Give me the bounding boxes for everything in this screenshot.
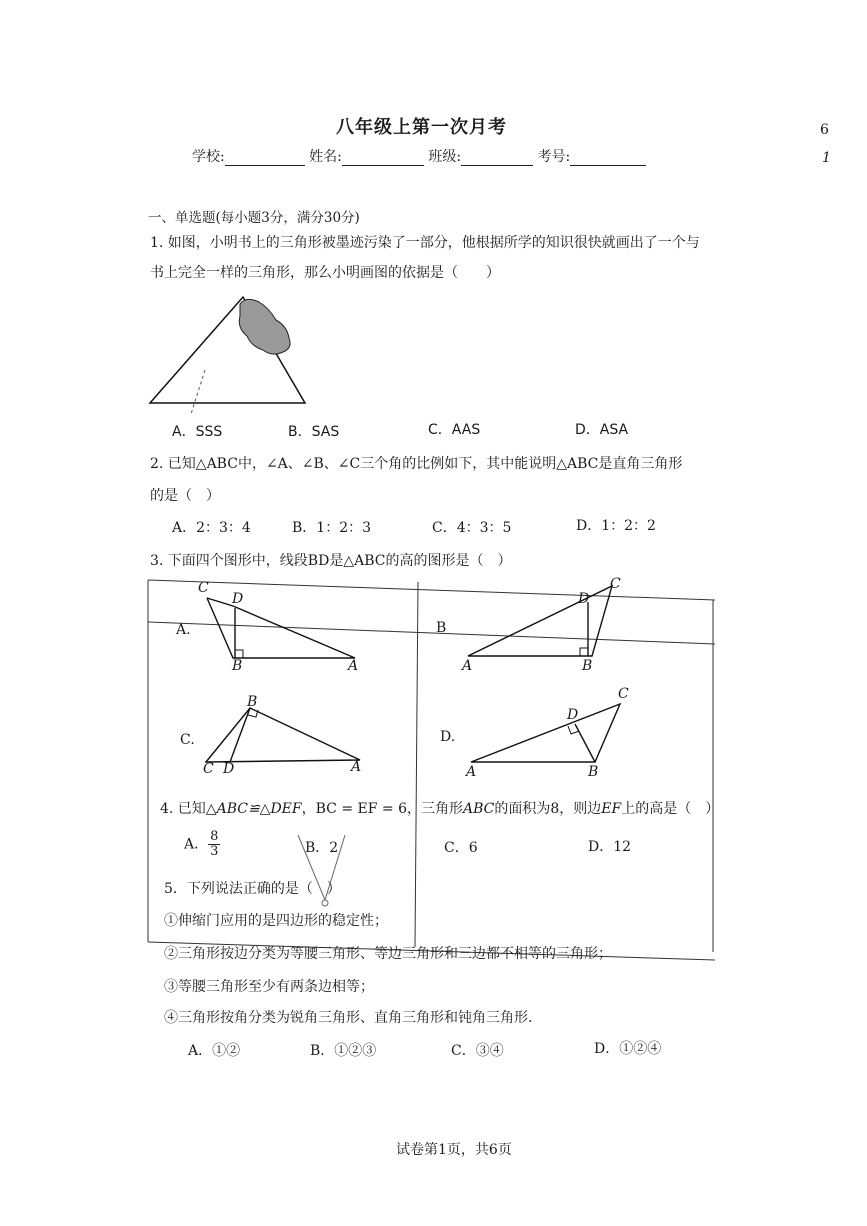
- show-through-marks: [290, 830, 350, 910]
- q5-option-d[interactable]: D．①②④: [594, 1041, 662, 1057]
- q3-option-c-label[interactable]: C.: [180, 732, 195, 748]
- name-field[interactable]: [342, 151, 424, 166]
- name-label: 姓名:: [309, 149, 342, 165]
- q4-option-b[interactable]: B．2: [305, 840, 339, 856]
- q3-option-a-label[interactable]: A.: [176, 622, 191, 638]
- q3c-vertex-d: D: [223, 761, 235, 777]
- q4-option-a[interactable]: [184, 830, 220, 859]
- q1-stem-line1: 1. 如图，小明书上的三角形被墨迹污染了一部分，他根据所学的知识很快就画出了一个与: [150, 235, 700, 251]
- q3a-vertex-d: D: [232, 591, 244, 607]
- q3a-vertex-a: A: [348, 658, 359, 674]
- q4-suffix: 上的高是（ ）: [621, 801, 720, 817]
- q1-triangle-figure: [145, 290, 315, 415]
- page-footer: 试卷第1页，共6页: [396, 1142, 512, 1158]
- q5-option-c[interactable]: C．③④: [451, 1043, 504, 1059]
- q2-option-a[interactable]: A．2：3：4: [172, 520, 251, 536]
- q2-stem-line2: 的是（ ）: [150, 488, 220, 504]
- fraction-denominator: 3: [210, 844, 219, 859]
- q3c-vertex-a: A: [351, 759, 362, 775]
- school-field[interactable]: [225, 151, 305, 166]
- q5-statement-3: ③等腰三角形至少有两条边相等；: [164, 979, 374, 995]
- fraction-numerator: 8: [210, 829, 219, 844]
- exam-title: 八年级上第一次月考: [336, 117, 507, 138]
- class-label: 班级:: [428, 149, 462, 165]
- q2-stem-line1: 2. 已知△ABC中，∠A、∠B、∠C三个角的比例如下，其中能说明△ABC是直角三角形: [150, 456, 683, 472]
- q1-option-b[interactable]: B．SAS: [288, 424, 340, 440]
- q3c-vertex-b: B: [247, 694, 258, 710]
- q5-statement-4: ④三角形按角分类为锐角三角形、直角三角形和钝角三角形.: [164, 1010, 533, 1026]
- ink-stain: [239, 299, 290, 354]
- school-label: 学校:: [192, 149, 225, 165]
- q4-condition: ，BC = EF = 6，三角形: [301, 801, 463, 817]
- q1-option-a[interactable]: A．SSS: [172, 424, 223, 440]
- number-label: 考号:: [537, 149, 571, 165]
- q2-option-d[interactable]: D．1：2：2: [576, 518, 656, 534]
- number-field[interactable]: [570, 151, 646, 166]
- q1-option-d[interactable]: D．ASA: [575, 422, 629, 438]
- q4-mid: 的面积为8，则边: [494, 801, 602, 817]
- section-heading: 一、单选题(每小题3分，满分30分): [148, 210, 360, 226]
- q3c-vertex-c: C: [203, 761, 214, 777]
- q3-figure-b: [460, 580, 630, 660]
- q2-option-b[interactable]: B．1：2：3: [292, 520, 372, 536]
- q3-figure-d: [465, 698, 630, 770]
- q3a-vertex-c: C: [198, 580, 209, 596]
- page-mark-second: 1: [822, 150, 831, 166]
- q3-figure-c: [200, 700, 370, 770]
- q5-statement-2: ②三角形按边分类为等腰三角形、等边三角形和三边都不相等的三角形；: [164, 946, 612, 962]
- q5-option-b[interactable]: B．①②③: [310, 1043, 377, 1059]
- q3-option-d-label[interactable]: D.: [440, 729, 456, 745]
- q3b-vertex-c: C: [610, 576, 621, 592]
- q3d-vertex-c: C: [618, 686, 629, 702]
- q4-option-a-fraction: [208, 830, 220, 859]
- q3b-vertex-b: B: [582, 658, 593, 674]
- q4-congruence: △ABC≌△DEF: [205, 801, 302, 817]
- q2-option-c[interactable]: C．4：3：5: [432, 520, 512, 536]
- q4-side: EF: [601, 801, 622, 817]
- q1-stem-line2: 书上完全一样的三角形，那么小明画图的依据是（ ）: [150, 265, 500, 281]
- q3d-vertex-d: D: [567, 707, 579, 723]
- q5-statement-1: ①伸缩门应用的是四边形的稳定性；: [164, 913, 388, 929]
- q3-option-b-label[interactable]: B: [436, 620, 447, 636]
- q3b-vertex-a: A: [462, 658, 473, 674]
- q1-option-c[interactable]: C．AAS: [428, 422, 481, 438]
- q4-prefix: 4. 已知: [160, 801, 206, 817]
- q3d-vertex-a: A: [466, 764, 477, 780]
- class-field[interactable]: [461, 151, 533, 166]
- q3b-vertex-d: D: [578, 591, 590, 607]
- q4-option-d[interactable]: D．12: [588, 839, 632, 855]
- q4-stem: [160, 798, 719, 818]
- page-mark-top: 6: [820, 122, 829, 138]
- student-info-line: [192, 146, 646, 166]
- q5-stem: 5．下列说法正确的是（ ）: [164, 881, 341, 897]
- q3d-vertex-b: B: [588, 764, 599, 780]
- q3a-vertex-b: B: [232, 658, 243, 674]
- q3-stem: 3. 下面四个图形中，线段BD是△ABC的高的图形是（ ）: [150, 553, 512, 569]
- q5-option-a[interactable]: A．①②: [188, 1043, 241, 1059]
- q4-option-a-label: A．: [184, 836, 209, 853]
- q4-triangle: ABC: [462, 801, 495, 817]
- q4-option-c[interactable]: C．6: [444, 840, 478, 856]
